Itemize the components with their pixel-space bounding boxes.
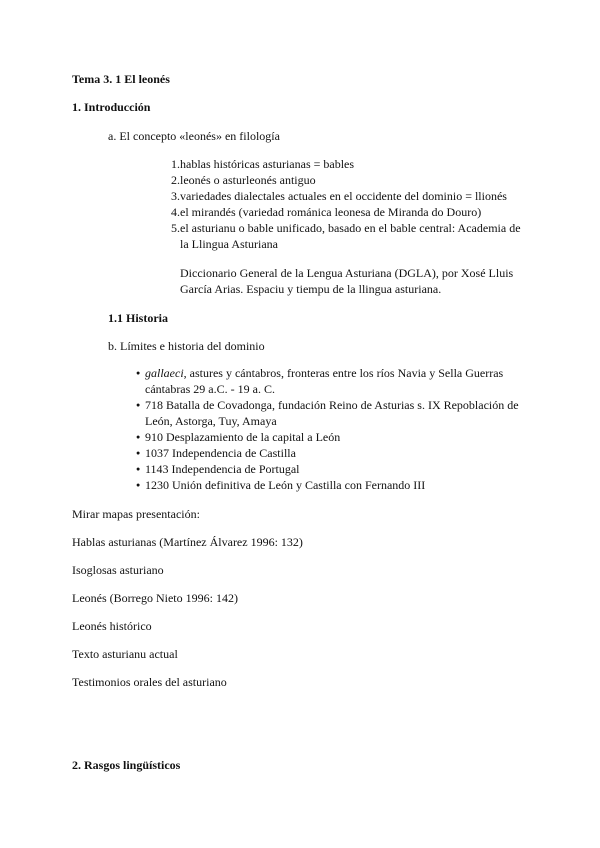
list-number: 4.: [171, 205, 180, 219]
section-1-1-heading: 1.1 Historia: [108, 311, 168, 325]
section-1-heading: 1. Introducción: [72, 100, 151, 114]
list-text: el mirandés (variedad románica leonesa de Miranda do Douro): [180, 205, 482, 219]
bullet-icon: ●: [136, 449, 141, 457]
map-item: Leonés (Borrego Nieto 1996: 142): [72, 591, 238, 605]
emphasis-term: gallaeci: [145, 366, 184, 380]
map-item: Testimonios orales del asturiano: [72, 675, 227, 689]
map-item: Texto asturianu actual: [72, 647, 178, 661]
list-text: leonés o asturleonés antiguo: [180, 173, 316, 187]
list-text: 910 Desplazamiento de la capital a León: [145, 430, 341, 444]
page-title: Tema 3. 1 El leonés: [72, 72, 170, 86]
list-text: 1037 Independencia de Castilla: [145, 446, 296, 460]
subsection-a: a. El concepto «leonés» en filología: [108, 129, 280, 143]
bullet-icon: ●: [136, 465, 141, 473]
list-number: 3.: [171, 189, 180, 203]
map-item: Hablas asturianas (Martínez Álvarez 1996: 132): [72, 535, 303, 549]
section-2-heading: 2. Rasgos lingüísticos: [72, 758, 181, 772]
subsection-b: b. Límites e historia del dominio: [108, 339, 265, 353]
list-text: 1143 Independencia de Portugal: [145, 462, 300, 476]
list-number: 1.: [171, 157, 180, 171]
list-text-rest: , astures y cántabros, fronteras entre los ríos Navia y Sella Guerras cántabras 29 a.C. - 19 a. C.: [145, 366, 504, 396]
bullet-icon: ●: [136, 481, 141, 489]
bullet-icon: ●: [136, 401, 141, 409]
dictionary-note: Diccionario General de la Lengua Asturiana (DGLA), por Xosé Lluis García Arias. Espaciu y tiempu de la llingua asturiana.: [180, 266, 514, 296]
list-number: 5.: [171, 221, 180, 235]
list-text: hablas históricas asturianas = bables: [180, 157, 355, 171]
list-number: 2.: [171, 173, 180, 187]
map-item: Isoglosas asturiano: [72, 563, 164, 577]
list-text: [145, 365, 535, 397]
list-text: 1230 Unión definitiva de León y Castilla con Fernando III: [145, 478, 426, 492]
maps-intro: Mirar mapas presentación:: [72, 507, 200, 521]
list-text: 718 Batalla de Covadonga, fundación Reino de Asturias s. IX Repoblación de León, Astorga, Tuy, Amaya: [145, 398, 519, 428]
list-text: el asturianu o bable unificado, basado en el bable central: Academia de la Llingua Asturiana: [180, 221, 521, 251]
bullet-icon: ●: [136, 433, 141, 441]
list-text: variedades dialectales actuales en el occidente del dominio = llionés: [180, 189, 507, 203]
map-item: Leonés histórico: [72, 619, 152, 633]
bullet-icon: ●: [136, 369, 141, 377]
